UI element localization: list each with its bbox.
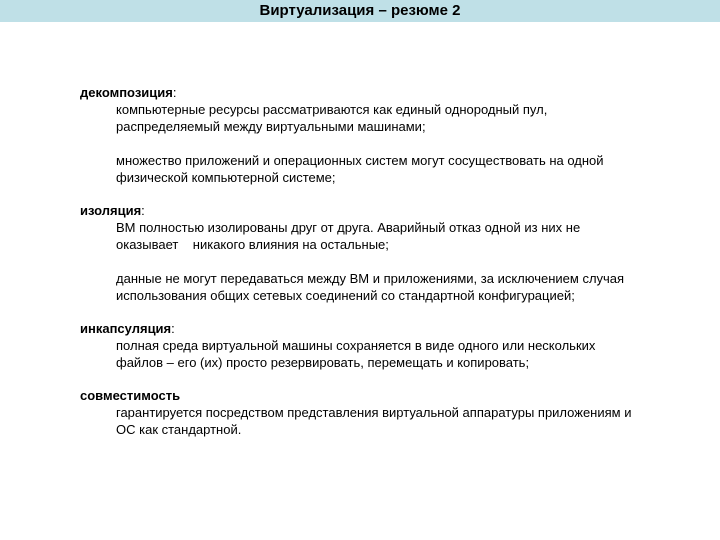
section-term: инкапсуляция [80,321,172,336]
section-decomposition [80,84,690,186]
paragraph-line: использования общих сетевых соединений со стандартной конфигурацией; [116,288,575,303]
section-term-suffix: : [171,321,175,336]
section-paragraph [80,101,690,135]
section-isolation [80,202,690,304]
paragraph-line: ОС как стандартной. [116,422,242,437]
section-paragraph [80,152,690,186]
paragraph-line: данные не могут передаваться между ВМ и приложениями, за исключением случая [116,271,625,286]
section-term: изоляция [80,203,142,218]
paragraph-line: физической компьютерной системе; [116,170,336,185]
section-term-suffix: : [141,203,145,218]
section-heading [80,84,690,101]
section-paragraph [80,404,690,438]
section-heading [80,202,690,219]
paragraph-line: множество приложений и операционных систем могут сосуществовать на одной [116,153,604,168]
paragraph-line: файлов – его (их) просто резервировать, перемещать и копировать; [116,355,530,370]
section-heading [80,320,690,337]
section-paragraph [80,337,690,371]
section-term: совместимость [80,388,181,403]
section-term-suffix: : [172,85,177,100]
paragraph-line: оказывает никакого влияния на остальные; [116,237,389,252]
section-term: декомпозиция [80,85,173,100]
paragraph-line: полная среда виртуальной машины сохраняется в виде одного или нескольких [116,338,596,353]
section-heading [80,387,690,404]
slide-content [80,84,690,438]
title-bar [0,0,720,22]
paragraph-line: гарантируется посредством представления виртуальной аппаратуры приложениям и [116,405,632,420]
section-compatibility [80,387,690,438]
section-paragraph [80,270,690,304]
section-encapsulation [80,320,690,371]
paragraph-line: ВМ полностью изолированы друг от друга. Аварийный отказ одной из них не [116,220,581,235]
paragraph-line: компьютерные ресурсы рассматриваются как единый однородный пул, [116,102,548,117]
slide-title: Виртуализация – резюме 2 [259,2,461,19]
paragraph-line: распределяемый между виртуальными машинами; [116,119,426,134]
section-paragraph [80,219,690,253]
